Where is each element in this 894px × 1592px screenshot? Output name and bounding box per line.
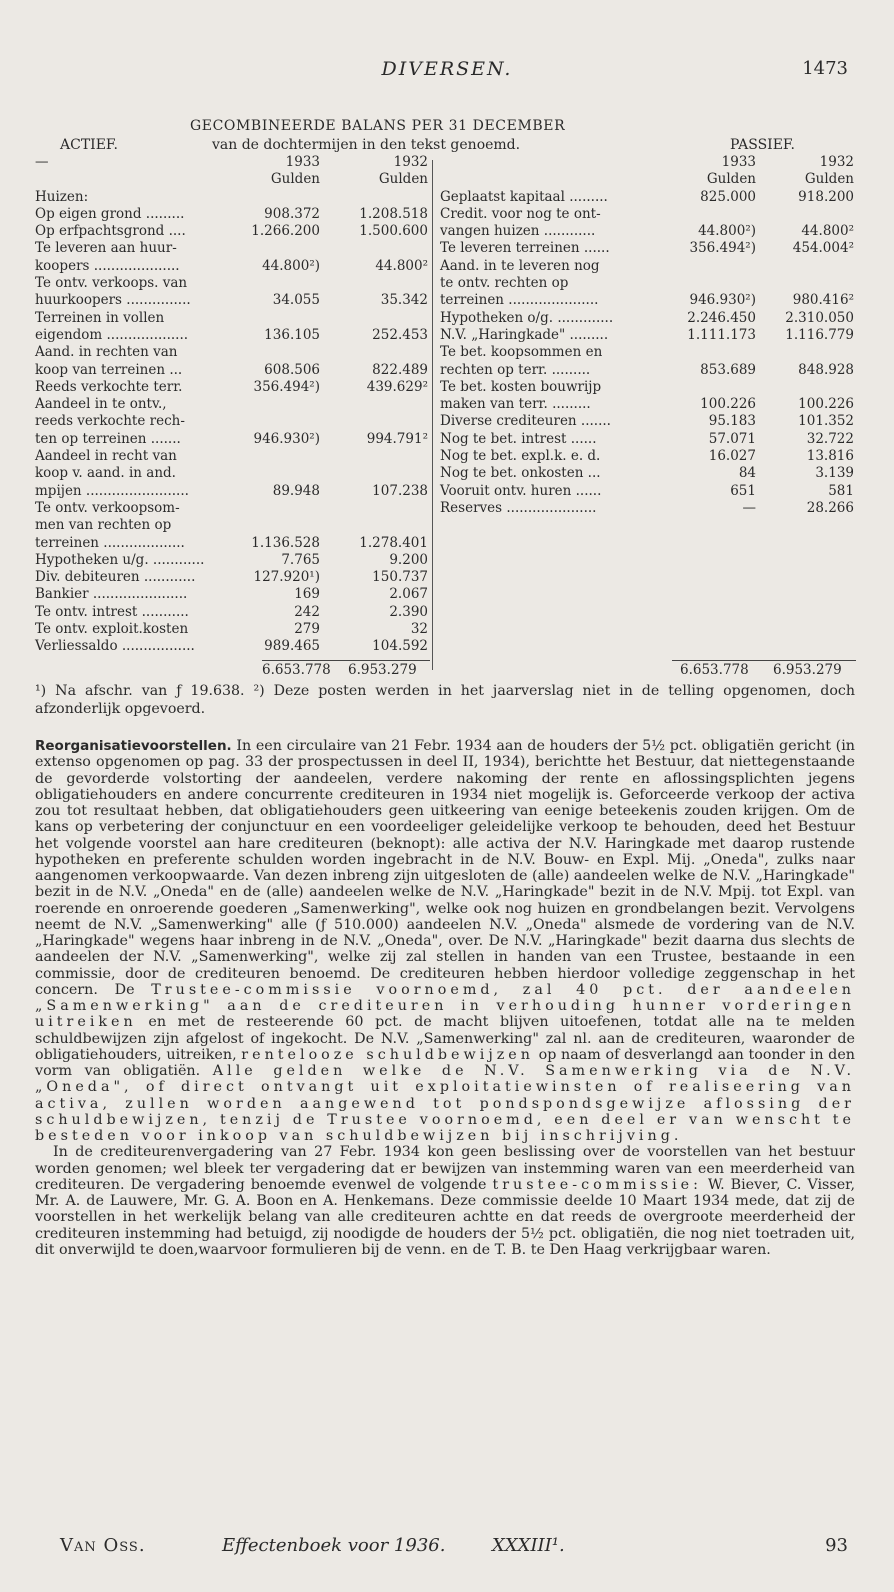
row-label: — xyxy=(35,154,49,170)
balance-row xyxy=(35,396,430,413)
paragraph: Reorganisatievoorstellen. In een circulaire van 21 Febr. 1934 aan de houders der 5½ pct. obligatiën gericht (in extenso opgenomen op pag. 33 der prospectussen in deel II, 1934), berichtte het Bestuur, dat niettegenstaande de gevorderde volstorting der aandeelen, verdere nakoming der rente en aflossingsplichten jegens obligatiehouders en andere concurrente crediteuren in 1934 niet mogelijk is. Geforceerde verkoop der activa zou tot resultaat hebben, dat obligatiehouders geen uitkeering van eenige beteekenis zouden krijgen. Om de kans op verbetering der conjunctuur en een voordeeliger geleidelijke verkoop te behouden, deed het Bestuur het volgende voorstel aan hare crediteuren (beknopt): alle activa der N.V. Haringkade met daarop rustende hypotheken en preferente schulden worden ingebracht in de N.V. Bouw- en Expl. Mij. „Oneda", zulks naar aangenomen verkoopwaarde. Van dezen inbreng zijn uitgesloten de (alle) aandeelen welke de N.V. „Haringkade" bezit in de N.V. „Oneda" en de (alle) aandeelen welke de N.V. „Haringkade" bezit in de N.V. Mpij. tot Expl. van roerende en onroerende goederen „Samenwerking", welke ook nog huizen en grondbelangen bezit. Vervolgens neemt de N.V. „Samenwerking" alle (ƒ 510.000) aandeelen N.V. „Oneda" alsmede de vordering van de N.V. „Haringkade" wegens haar inbreng in de N.V. „Oneda", over. De N.V. „Haringkade" bezit daarna dus slechts de aandeelen der N.V. „Samenwerking", welke zij zal stellen in handen van een Trustee, bestaande in een commissie, door de crediteuren benoemd. De crediteuren hebben hierdoor volledige zeggenschap in het concern. De Trustee-commissie voornoemd, zal 40 pct. der aandeelen „Samenwerking" aan de crediteuren in verhouding hunner vorderingen uitreiken en met de resteerende 60 pct. de macht blijven uitoefenen, totdat alle na te melden schuldbewijzen zijn afgelost of ingekocht. De N.V. „Samenwerking" zal nl. aan de crediteuren, waaronder de obligatiehouders, uitreiken, rentelooze schuldbewijzen op naam of desverlangd aan toonder in den vorm van obligatiën. Alle gelden welke de N.V. Samenwerking via de N.V. „Oneda", of direct ontvangt uit exploitatiewinsten of realiseering van activa, zullen worden aangewend tot pondspondsgewijze aflossing der schuldbewijzen, tenzij de Trustee voornoemd, een deel er van wenscht te besteden voor inkoop van schuldbewijzen bij inschrijving. xyxy=(35,738,856,1144)
value-1933: 946.930²) xyxy=(689,292,756,309)
balance-row xyxy=(35,362,430,379)
balance-row xyxy=(440,413,856,430)
value-1932: 439.629² xyxy=(366,378,428,395)
value-1933: 1.266.200 xyxy=(251,223,320,240)
balance-row xyxy=(440,275,856,292)
value-1932: 2.310.050 xyxy=(785,309,854,326)
balance-row xyxy=(440,154,856,171)
row-label: koop v. aand. in and. xyxy=(35,465,176,482)
page-footer xyxy=(0,1535,894,1561)
total-rule-left xyxy=(262,660,430,661)
value-1933: 44.800²) xyxy=(262,257,320,274)
row-label: koop van terreinen ... xyxy=(35,361,183,378)
balance-row xyxy=(35,465,430,482)
value-1932: 2.067 xyxy=(389,586,428,603)
value-1933: 57.071 xyxy=(708,430,756,447)
row-label: Terreinen in vollen xyxy=(35,309,165,326)
value-1932: 1.278.401 xyxy=(359,534,428,551)
running-header xyxy=(0,58,894,84)
balance-row xyxy=(35,327,430,344)
page-number: 1473 xyxy=(802,58,848,79)
value-1932: 150.737 xyxy=(372,569,428,586)
value-1932: 252.453 xyxy=(372,326,428,343)
balance-row xyxy=(35,431,430,448)
value-1933: 89.948 xyxy=(272,482,320,499)
balance-row xyxy=(440,379,856,396)
publisher: Van Oss. xyxy=(60,1535,146,1556)
balance-row xyxy=(35,223,430,240)
value-1932: 848.928 xyxy=(798,361,854,378)
balance-row xyxy=(35,552,430,569)
value-1932: 13.816 xyxy=(806,448,854,465)
balance-row xyxy=(440,223,856,240)
balance-row xyxy=(35,604,430,621)
value-1932: 100.226 xyxy=(798,396,854,413)
value-1933: 1.111.173 xyxy=(687,326,756,343)
balance-row xyxy=(35,344,430,361)
value-1933: 84 xyxy=(738,465,756,482)
value-1933: 1933 xyxy=(721,154,756,170)
value-1932: 104.592 xyxy=(372,638,428,655)
row-label: eigendom ................... xyxy=(35,326,189,343)
value-1933: — xyxy=(742,499,756,516)
section-heading: Reorganisatievoorstellen. xyxy=(35,738,232,754)
value-1933: 44.800²) xyxy=(698,223,756,240)
row-label: rechten op terr. ......... xyxy=(440,361,591,378)
value-1932: 581 xyxy=(828,482,854,499)
value-1933: 651 xyxy=(730,482,756,499)
row-label: Aand. in rechten van xyxy=(35,344,178,361)
balance-row xyxy=(35,292,430,309)
row-label: Te leveren aan huur- xyxy=(35,240,177,257)
balance-row xyxy=(440,189,856,206)
row-label: Te ontv. exploit.kosten xyxy=(35,621,189,638)
footnote: ¹) Na afschr. van ƒ 19.638. ²) Deze posten werden in het jaarverslag niet in de telling opgenomen, doch afzonderlijk opgevoerd. xyxy=(35,683,855,717)
balance-row xyxy=(440,431,856,448)
value-1933: 95.183 xyxy=(708,413,756,430)
row-label: Aandeel in te ontv., xyxy=(35,396,167,413)
balance-row xyxy=(35,535,430,552)
balance-row xyxy=(35,275,430,292)
section-title: DIVERSEN. xyxy=(381,58,513,80)
balance-row xyxy=(440,344,856,361)
spaced-text: Trustee-commissie voornoemd, zal 40 pct. der aandeelen „Samenwerking" aan de crediteuren in verhouding hunner vorderingen uitreiken xyxy=(35,981,855,1031)
row-label: terreinen ................... xyxy=(35,534,185,551)
value-1933: 853.689 xyxy=(700,361,756,378)
article-body xyxy=(35,738,855,1258)
value-1933: 2.246.450 xyxy=(687,309,756,326)
row-label: Hypotheken o/g. ............. xyxy=(440,309,614,326)
balance-subtitle: van de dochtermijen in den tekst genoemd. xyxy=(212,137,521,153)
value-1933: 1.136.528 xyxy=(251,534,320,551)
balance-row xyxy=(440,327,856,344)
activa-column xyxy=(35,154,430,656)
balance-row xyxy=(440,310,856,327)
value-1933: 127.920¹) xyxy=(253,569,320,586)
balance-row xyxy=(35,500,430,517)
value-1932: 1.500.600 xyxy=(359,223,428,240)
value-1933: 1933 xyxy=(285,154,320,170)
balance-row xyxy=(440,258,856,275)
row-label: Te leveren terreinen ...... xyxy=(440,240,610,257)
row-label: Aand. in te leveren nog xyxy=(440,257,600,274)
balance-row xyxy=(35,621,430,638)
row-label: mpijen ........................ xyxy=(35,482,189,499)
footer-page-number: 93 xyxy=(825,1535,848,1556)
value-1932: 107.238 xyxy=(372,482,428,499)
row-label: N.V. „Haringkade" ......... xyxy=(440,326,609,343)
row-label: Hypotheken u/g. ............ xyxy=(35,551,205,568)
row-label: maken van terr. ......... xyxy=(440,396,591,413)
value-1933: 136.105 xyxy=(264,326,320,343)
row-label: koopers .................... xyxy=(35,257,180,274)
value-1932: 822.489 xyxy=(372,361,428,378)
balance-row xyxy=(440,500,856,517)
row-label: Te ontv. verkoopsom- xyxy=(35,499,180,516)
value-1932: 101.352 xyxy=(798,413,854,430)
value-1933: 989.465 xyxy=(264,638,320,655)
value-1932: 9.200 xyxy=(389,551,428,568)
value-1933: 356.494²) xyxy=(689,240,756,257)
total-activa-1932: 6.953.279 xyxy=(348,662,417,678)
value-1932: 1.116.779 xyxy=(785,326,854,343)
balance-row xyxy=(35,189,430,206)
value-1933: 608.506 xyxy=(264,361,320,378)
row-label: Geplaatst kapitaal ......... xyxy=(440,188,608,205)
balance-row xyxy=(35,448,430,465)
row-label: Te bet. koopsommen en xyxy=(440,344,603,361)
balance-row xyxy=(440,396,856,413)
balance-heading xyxy=(0,118,894,158)
value-1932: 1.208.518 xyxy=(359,205,428,222)
total-rule-right xyxy=(672,660,856,661)
balance-row xyxy=(35,154,430,171)
balance-row xyxy=(35,310,430,327)
row-label: huurkoopers ............... xyxy=(35,292,191,309)
total-passiva-1933: 6.653.778 xyxy=(680,662,749,678)
value-1932: 28.266 xyxy=(806,499,854,516)
row-label: Te ontv. intrest ........... xyxy=(35,603,189,620)
value-1933: 279 xyxy=(294,621,320,638)
passief-label: PASSIEF. xyxy=(730,137,795,153)
balance-row xyxy=(35,569,430,586)
value-1932: 454.004² xyxy=(792,240,854,257)
row-label: Reserves ..................... xyxy=(440,499,597,516)
value-1932: 1932 xyxy=(393,154,428,170)
value-1933: 34.055 xyxy=(272,292,320,309)
balance-row xyxy=(35,258,430,275)
balance-row xyxy=(440,362,856,379)
row-label: Nog te bet. expl.k. e. d. xyxy=(440,448,601,465)
spaced-text: Alle gelden welke de N.V. Samenwerking via de N.V. „Oneda", of direct ontvangt uit exploitatiewinsten of realiseering van activa, zullen worden aangewend tot pondspondsgewijze aflossing der schuldbewijzen, tenzij de Trustee voornoemd, een deel er van wenscht te besteden voor inkoop van schuldbewijzen bij inschrijving. xyxy=(35,1063,855,1144)
value-1933: 242 xyxy=(294,603,320,620)
row-label: Op eigen grond ......... xyxy=(35,205,185,222)
spaced-text: trustee-commissie: xyxy=(492,1176,702,1193)
value-1933: 908.372 xyxy=(264,205,320,222)
value-1932: 3.139 xyxy=(815,465,854,482)
row-label: ten op terreinen ....... xyxy=(35,430,181,447)
balance-row xyxy=(35,206,430,223)
row-label: Op erfpachtsgrond .... xyxy=(35,223,186,240)
balance-row xyxy=(440,240,856,257)
row-label: Aandeel in recht van xyxy=(35,448,177,465)
balance-row xyxy=(440,292,856,309)
value-1932: 32 xyxy=(410,621,428,638)
row-label: Credit. voor nog te ont- xyxy=(440,205,601,222)
row-label: reeds verkochte rech- xyxy=(35,413,185,430)
row-label: te ontv. rechten op xyxy=(440,275,569,292)
value-1932: 994.791² xyxy=(366,430,428,447)
total-activa-1933: 6.653.778 xyxy=(262,662,331,678)
paragraph: In de crediteurenvergadering van 27 Febr. 1934 kon geen beslissing over de voorstellen van het bestuur worden genomen; wel bleek ter vergadering dat er bewijzen van instemming waren van een meerderheid van crediteuren. De vergadering benoemde evenwel de volgende trustee-commissie: W. Biever, C. Visser, Mr. A. de Lauwere, Mr. G. A. Boon en A. Henkemans. Deze commissie deelde 10 Maart 1934 mede, dat zij de voorstellen in het werkelijk belang van alle crediteuren achtte en dat reeds de overgroote meerderheid der crediteuren instemming had betuigd, zij noodigde de houders der 5½ pct. obligatiën, die nog niet toetraden uit, dit onverwijld te doen,waarvoor formulieren bij de venn. en de T. B. te Den Haag verkrijgbaar waren. xyxy=(35,1144,855,1258)
balance-row xyxy=(440,448,856,465)
actief-label: ACTIEF. xyxy=(60,137,118,153)
row-label: Verliessaldo ................. xyxy=(35,638,195,655)
row-label: Nog te bet. onkosten ... xyxy=(440,465,601,482)
volume: XXXIII¹. xyxy=(492,1535,565,1556)
value-1933: 7.765 xyxy=(281,551,320,568)
row-label: Te bet. kosten bouwrijp xyxy=(440,378,602,395)
balance-row xyxy=(35,483,430,500)
value-1932: Gulden xyxy=(378,171,428,188)
balance-row xyxy=(440,171,856,188)
value-1933: 356.494²) xyxy=(253,378,320,395)
balance-row xyxy=(440,206,856,223)
row-label: men van rechten op xyxy=(35,517,172,534)
row-label: Reeds verkochte terr. xyxy=(35,378,183,395)
value-1932: 44.800² xyxy=(375,257,428,274)
passiva-column xyxy=(440,154,856,517)
value-1933: 825.000 xyxy=(700,188,756,205)
spaced-text: rentelooze schuldbewijzen xyxy=(241,1046,534,1063)
balance-row xyxy=(35,586,430,603)
value-1933: 16.027 xyxy=(708,448,756,465)
balance-row xyxy=(35,240,430,257)
balance-title: GECOMBINEERDE BALANS PER 31 DECEMBER xyxy=(190,118,566,134)
row-label: Vooruit ontv. huren ...... xyxy=(440,482,602,499)
row-label: terreinen ..................... xyxy=(440,292,599,309)
value-1932: Gulden xyxy=(804,171,854,188)
balance-row xyxy=(35,379,430,396)
row-label: Te ontv. verkoops. van xyxy=(35,275,188,292)
value-1933: 100.226 xyxy=(700,396,756,413)
row-label: Diverse crediteuren ....... xyxy=(440,413,611,430)
balance-row xyxy=(440,483,856,500)
balance-totals xyxy=(0,662,894,682)
row-label: vangen huizen ............ xyxy=(440,223,596,240)
row-label: Bankier ...................... xyxy=(35,586,188,603)
column-divider xyxy=(432,160,433,670)
value-1932: 44.800² xyxy=(801,223,854,240)
value-1933: Gulden xyxy=(270,171,320,188)
value-1932: 2.390 xyxy=(389,603,428,620)
value-1932: 1932 xyxy=(819,154,854,170)
row-label: Huizen: xyxy=(35,188,89,205)
book-title: Effectenboek voor 1936. xyxy=(222,1535,446,1556)
balance-row xyxy=(35,638,430,655)
value-1932: 980.416² xyxy=(792,292,854,309)
balance-row xyxy=(35,171,430,188)
row-label: Div. debiteuren ............ xyxy=(35,569,196,586)
row-label: Nog te bet. intrest ...... xyxy=(440,430,597,447)
value-1932: 32.722 xyxy=(806,430,854,447)
value-1933: 169 xyxy=(294,586,320,603)
balance-row xyxy=(35,517,430,534)
value-1933: 946.930²) xyxy=(253,430,320,447)
balance-row xyxy=(35,413,430,430)
value-1933: Gulden xyxy=(706,171,756,188)
total-passiva-1932: 6.953.279 xyxy=(773,662,842,678)
value-1932: 918.200 xyxy=(798,188,854,205)
value-1932: 35.342 xyxy=(380,292,428,309)
balance-row xyxy=(440,465,856,482)
